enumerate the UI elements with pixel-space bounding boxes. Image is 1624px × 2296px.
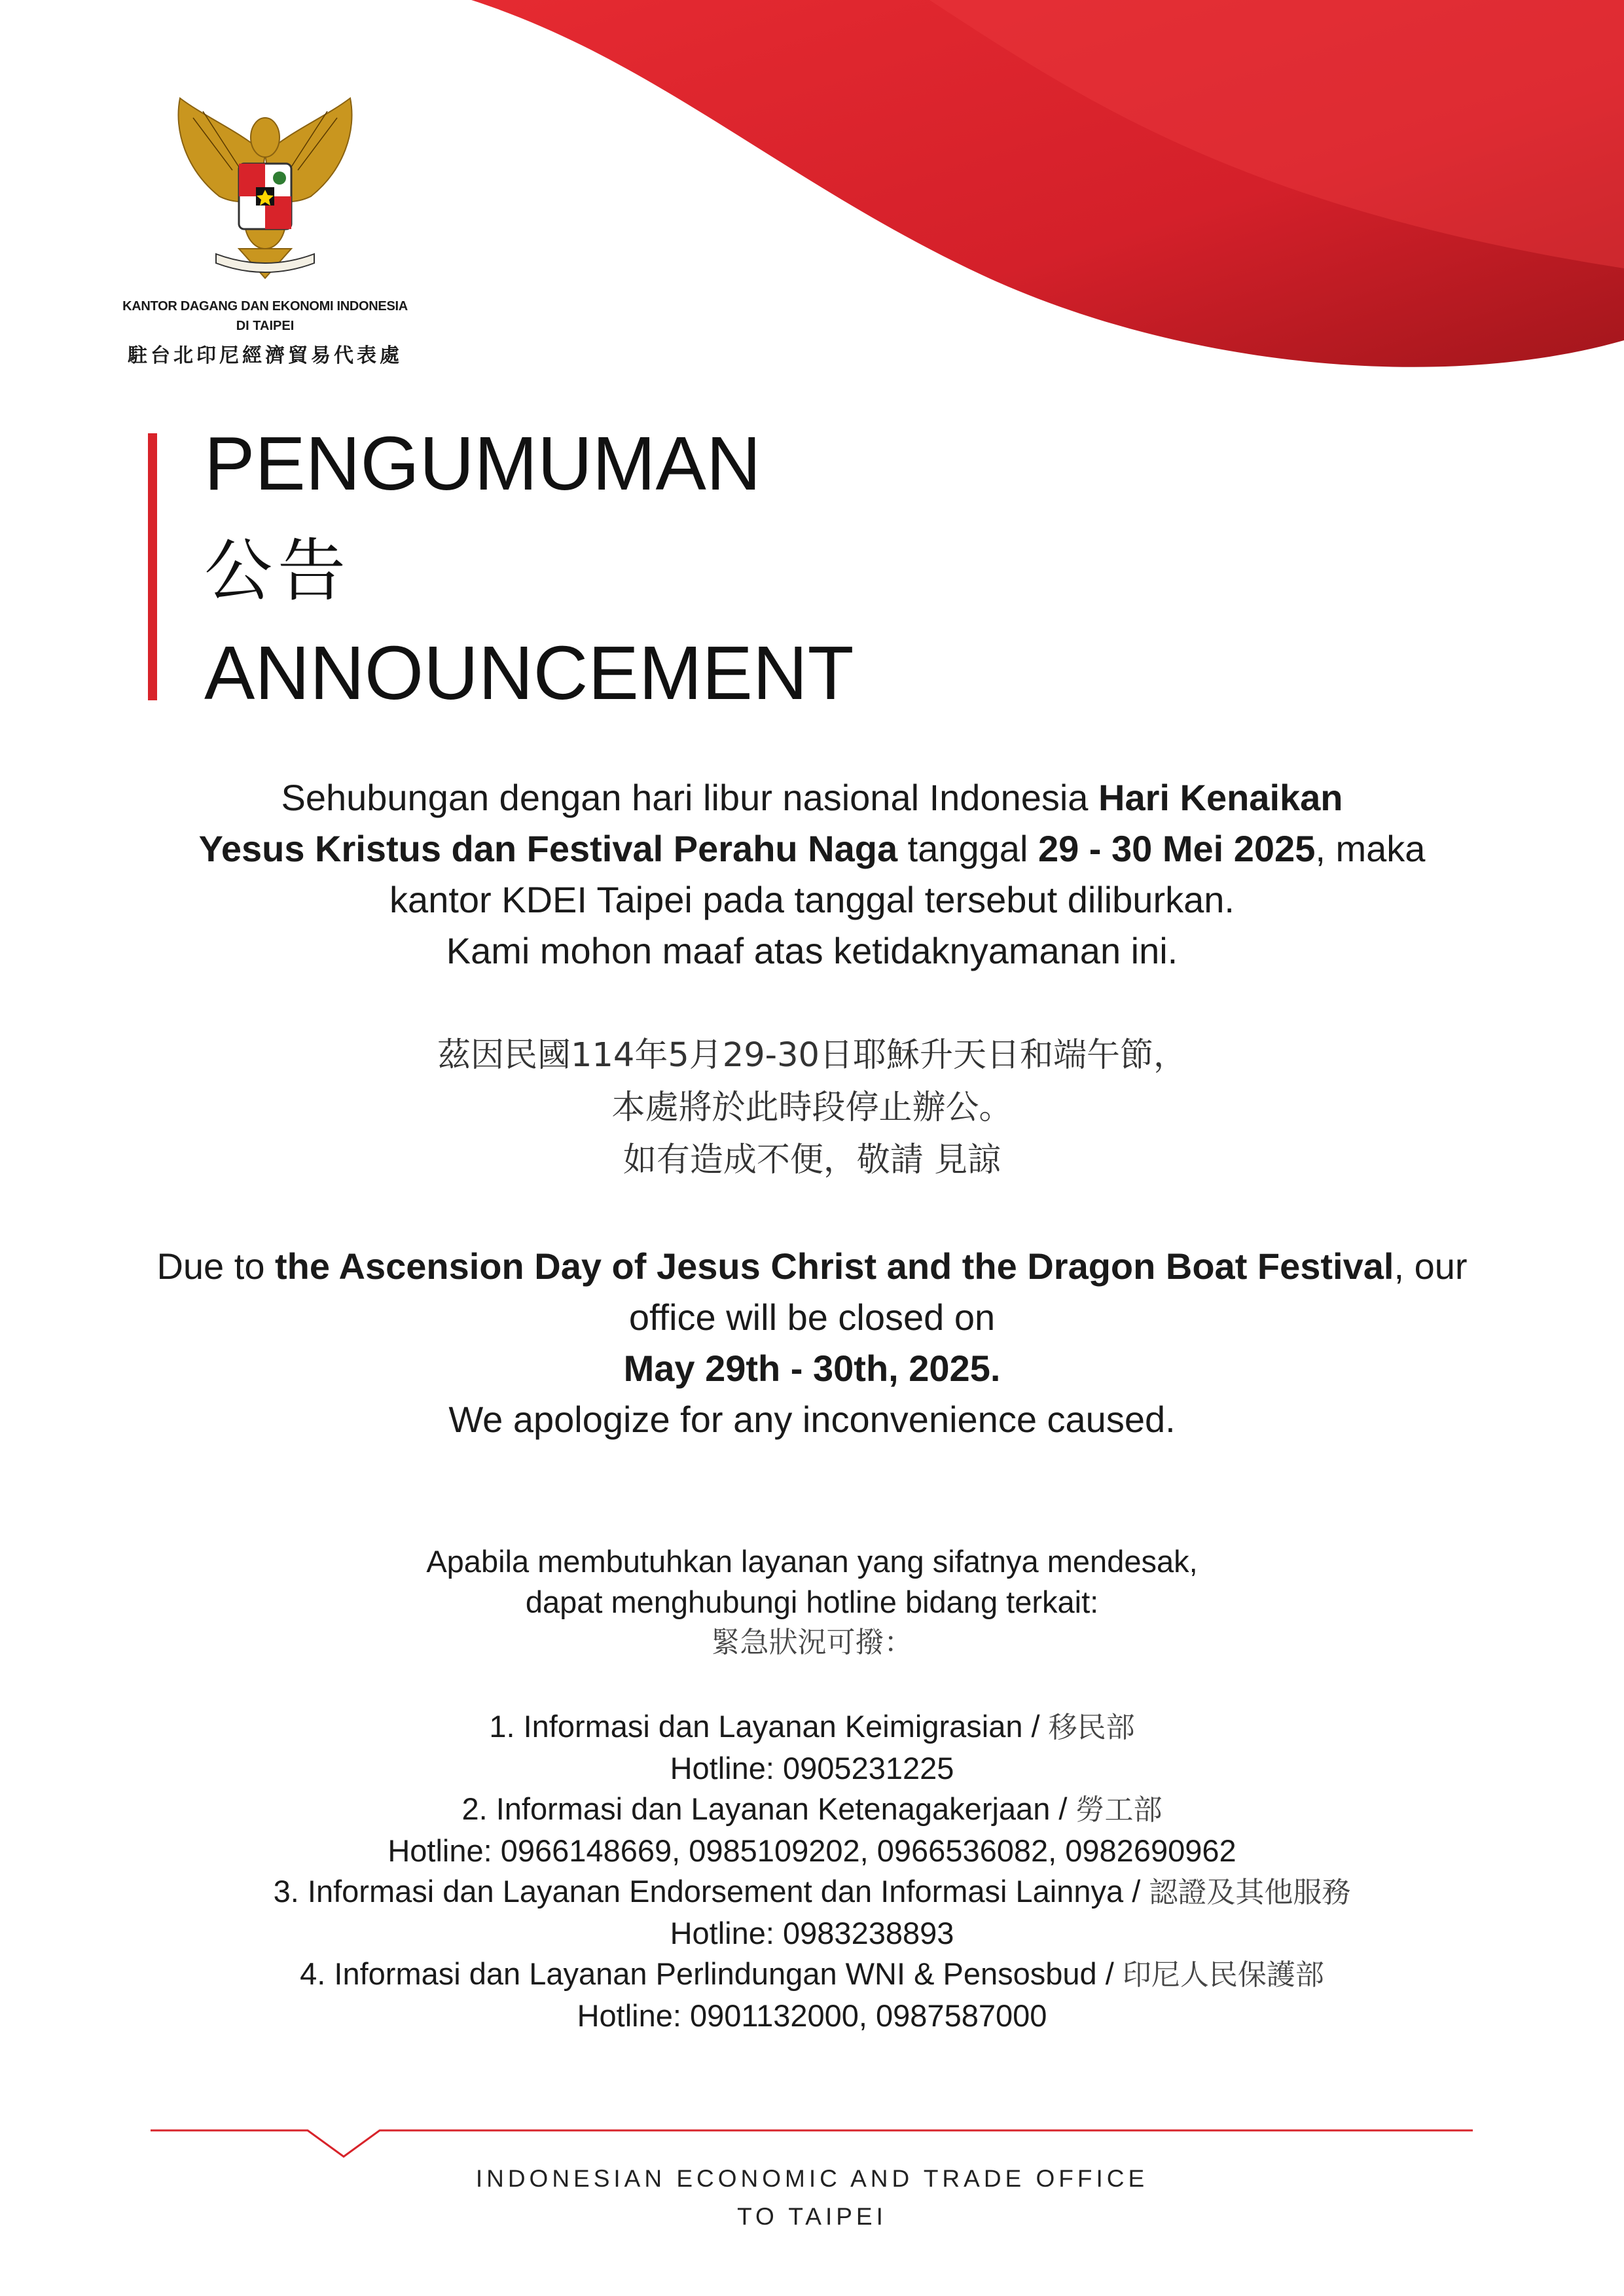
hotline-label: 3. Informasi dan Layanan Endorsement dan Informasi Lainnya / 認證及其他服務 [273,1874,1351,1909]
org-name-indonesian-line2: DI TAIPEI [236,319,295,333]
paragraph-line: 緊急狀況可撥： [711,1626,913,1659]
org-name-chinese: 駐台北印尼經濟貿易代表處 [128,344,403,367]
paragraph-line: 茲因民國114年5月29-30日耶穌升天日和端午節， [437,1036,1187,1075]
paragraph-line: dapat menghubungi hotline bidang terkait: [525,1585,1099,1619]
hotline-label: 2. Informasi dan Layanan Ketenagakerjaan / 勞工部 [461,1791,1163,1827]
paragraph-line: Apabila membutuhkan layanan yang sifatnya mendesak, [426,1544,1198,1579]
paragraph-line: May 29th - 30th, 2025. [623,1348,1001,1389]
hotline-label: 1. Informasi dan Layanan Keimigrasian / 移民部 [489,1709,1135,1744]
paragraph-line: kantor KDEI Taipei pada tanggal tersebut diliburkan. [389,879,1235,920]
paragraph-line: office will be closed on [628,1297,996,1338]
announcement-indonesian [65,772,1559,977]
paragraph-line: We apologize for any inconvenience caused. [448,1399,1176,1440]
org-name-indonesian-line1: KANTOR DAGANG DAN EKONOMI INDONESIA [122,299,408,314]
paragraph-line: 如有造成不便，敬請 見諒 [623,1141,1001,1179]
footer-divider [151,2124,1473,2163]
announcement-english [65,1241,1559,1445]
footer-org-line2: TO TAIPEI [737,2203,887,2230]
hotline-label: 4. Informasi dan Layanan Perlindungan WNI & Pensosbud / 印尼人民保護部 [300,1956,1324,1992]
hotline-numbers: Hotline: 0905231225 [670,1751,954,1785]
footer-org-line1: INDONESIAN ECONOMIC AND TRADE OFFICE [475,2165,1149,2192]
hotline-numbers: Hotline: 0901132000, 0987587000 [577,1998,1047,2033]
title-english: ANNOUNCEMENT [204,630,854,715]
paragraph-line: Due to the Ascension Day of Jesus Christ and the Dragon Boat Festival, our [156,1246,1468,1287]
title-indonesian: PENGUMUMAN [204,421,761,506]
paragraph-line: Sehubungan dengan hari libur nasional Indonesia Hari Kenaikan [281,777,1343,818]
hotline-numbers: Hotline: 0983238893 [670,1916,954,1950]
garuda-emblem-icon [167,92,363,288]
hotline-numbers: Hotline: 0966148669, 0985109202, 0966536082, 0982690962 [388,1833,1236,1868]
contact-intro [65,1541,1559,1663]
hotline-list [65,1706,1559,2036]
title-chinese: 公告 [204,531,352,611]
paragraph-line: 本處將於此時段停止辦公。 [611,1088,1013,1127]
announcement-chinese [65,1030,1559,1187]
paragraph-line: Kami mohon maaf atas ketidaknyamanan ini. [446,930,1178,971]
paragraph-line: Yesus Kristus dan Festival Perahu Naga tanggal 29 - 30 Mei 2025, maka [198,828,1426,869]
title-accent-bar [148,433,157,700]
